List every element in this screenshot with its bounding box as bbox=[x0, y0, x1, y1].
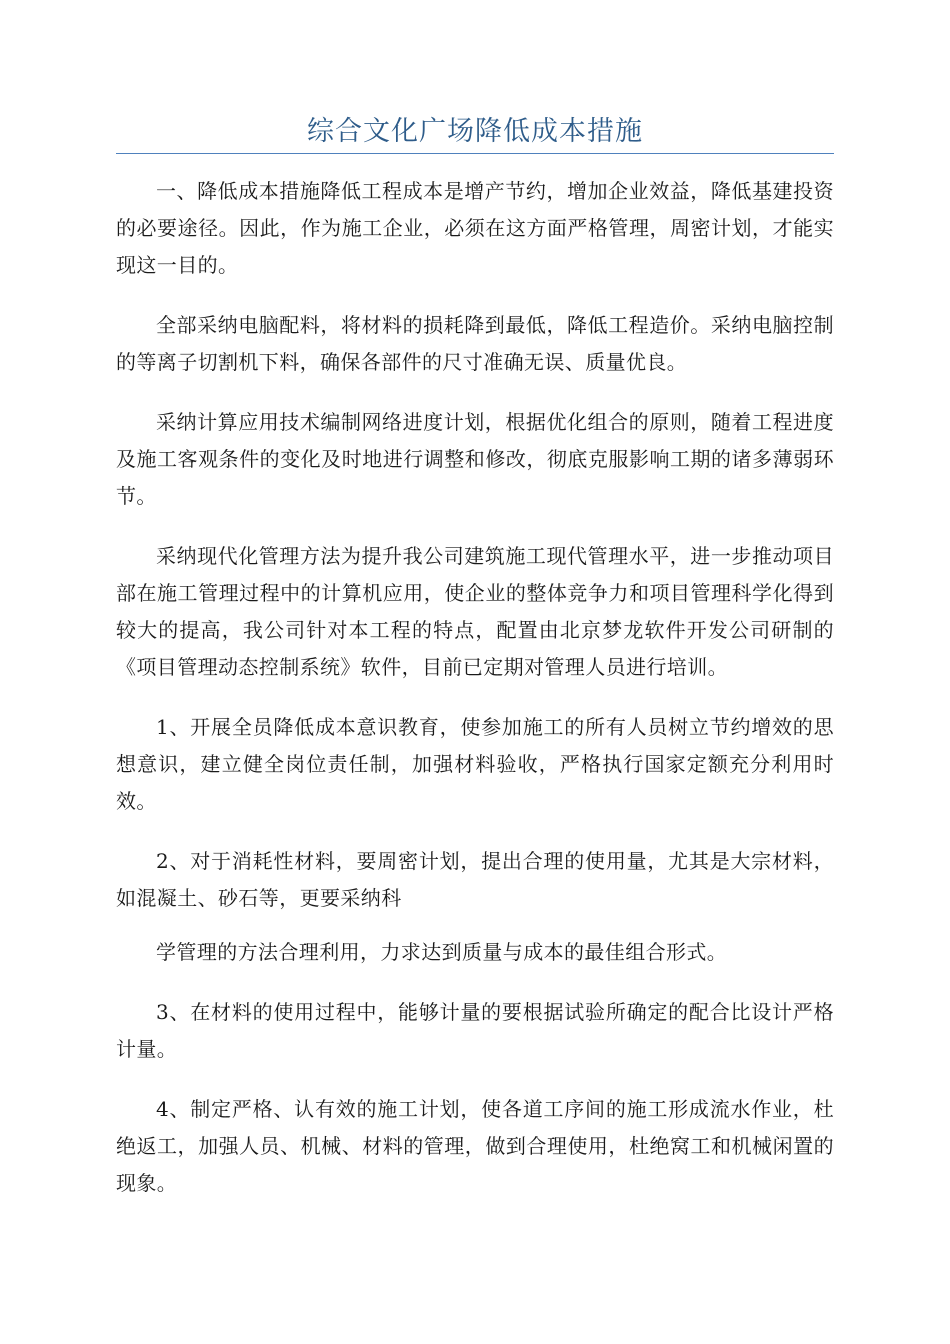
paragraph-item-1: 1、开展全员降低成本意识教育，使参加施工的所有人员树立节约增效的思想意识，建立健全岗位责任制，加强材料验收，严格执行国家定额充分利用时效。 bbox=[116, 715, 834, 813]
paragraph-item-2: 2、对于消耗性材料，要周密计划，提出合理的使用量，尤其是大宗材料，如混凝土、砂石等，更要采纳科 bbox=[116, 849, 834, 910]
paragraph-item-3: 3、在材料的使用过程中，能够计量的要根据试验所确定的配合比设计严格计量。 bbox=[116, 1000, 834, 1061]
paragraph-modern-management: 采纳现代化管理方法为提升我公司建筑施工现代管理水平，进一步推动项目部在施工管理过程中的计算机应用，使企业的整体竞争力和项目管理科学化得到较大的提高，我公司针对本工程的特点，配置由北京梦龙软件开发公司研制的《项目管理动态控制系统》软件，目前已定期对管理人员进行培训。 bbox=[116, 544, 834, 679]
title-underline bbox=[116, 153, 834, 154]
paragraph-computer-batching: 全部采纳电脑配料，将材料的损耗降到最低，降低工程造价。采纳电脑控制的等离子切割机下料，确保各部件的尺寸准确无误、质量优良。 bbox=[116, 313, 834, 374]
document-title: 综合文化广场降低成本措施 bbox=[307, 116, 643, 147]
paragraph-item-2-continued: 学管理的方法合理利用，力求达到质量与成本的最佳组合形式。 bbox=[156, 940, 728, 964]
paragraph-network-schedule: 采纳计算应用技术编制网络进度计划，根据优化组合的原则，随着工程进度及施工客观条件的变化及时地进行调整和修改，彻底克服影响工期的诸多薄弱环节。 bbox=[116, 410, 834, 508]
paragraph-item-4: 4、制定严格、认有效的施工计划，使各道工序间的施工形成流水作业，杜绝返工，加强人员、机械、材料的管理，做到合理使用，杜绝窝工和机械闲置的现象。 bbox=[116, 1097, 834, 1195]
document-body bbox=[116, 173, 834, 1225]
paragraph-intro: 一、降低成本措施降低工程成本是增产节约，增加企业效益，降低基建投资的必要途径。因此，作为施工企业，必须在这方面严格管理，周密计划，才能实现这一目的。 bbox=[116, 179, 834, 277]
